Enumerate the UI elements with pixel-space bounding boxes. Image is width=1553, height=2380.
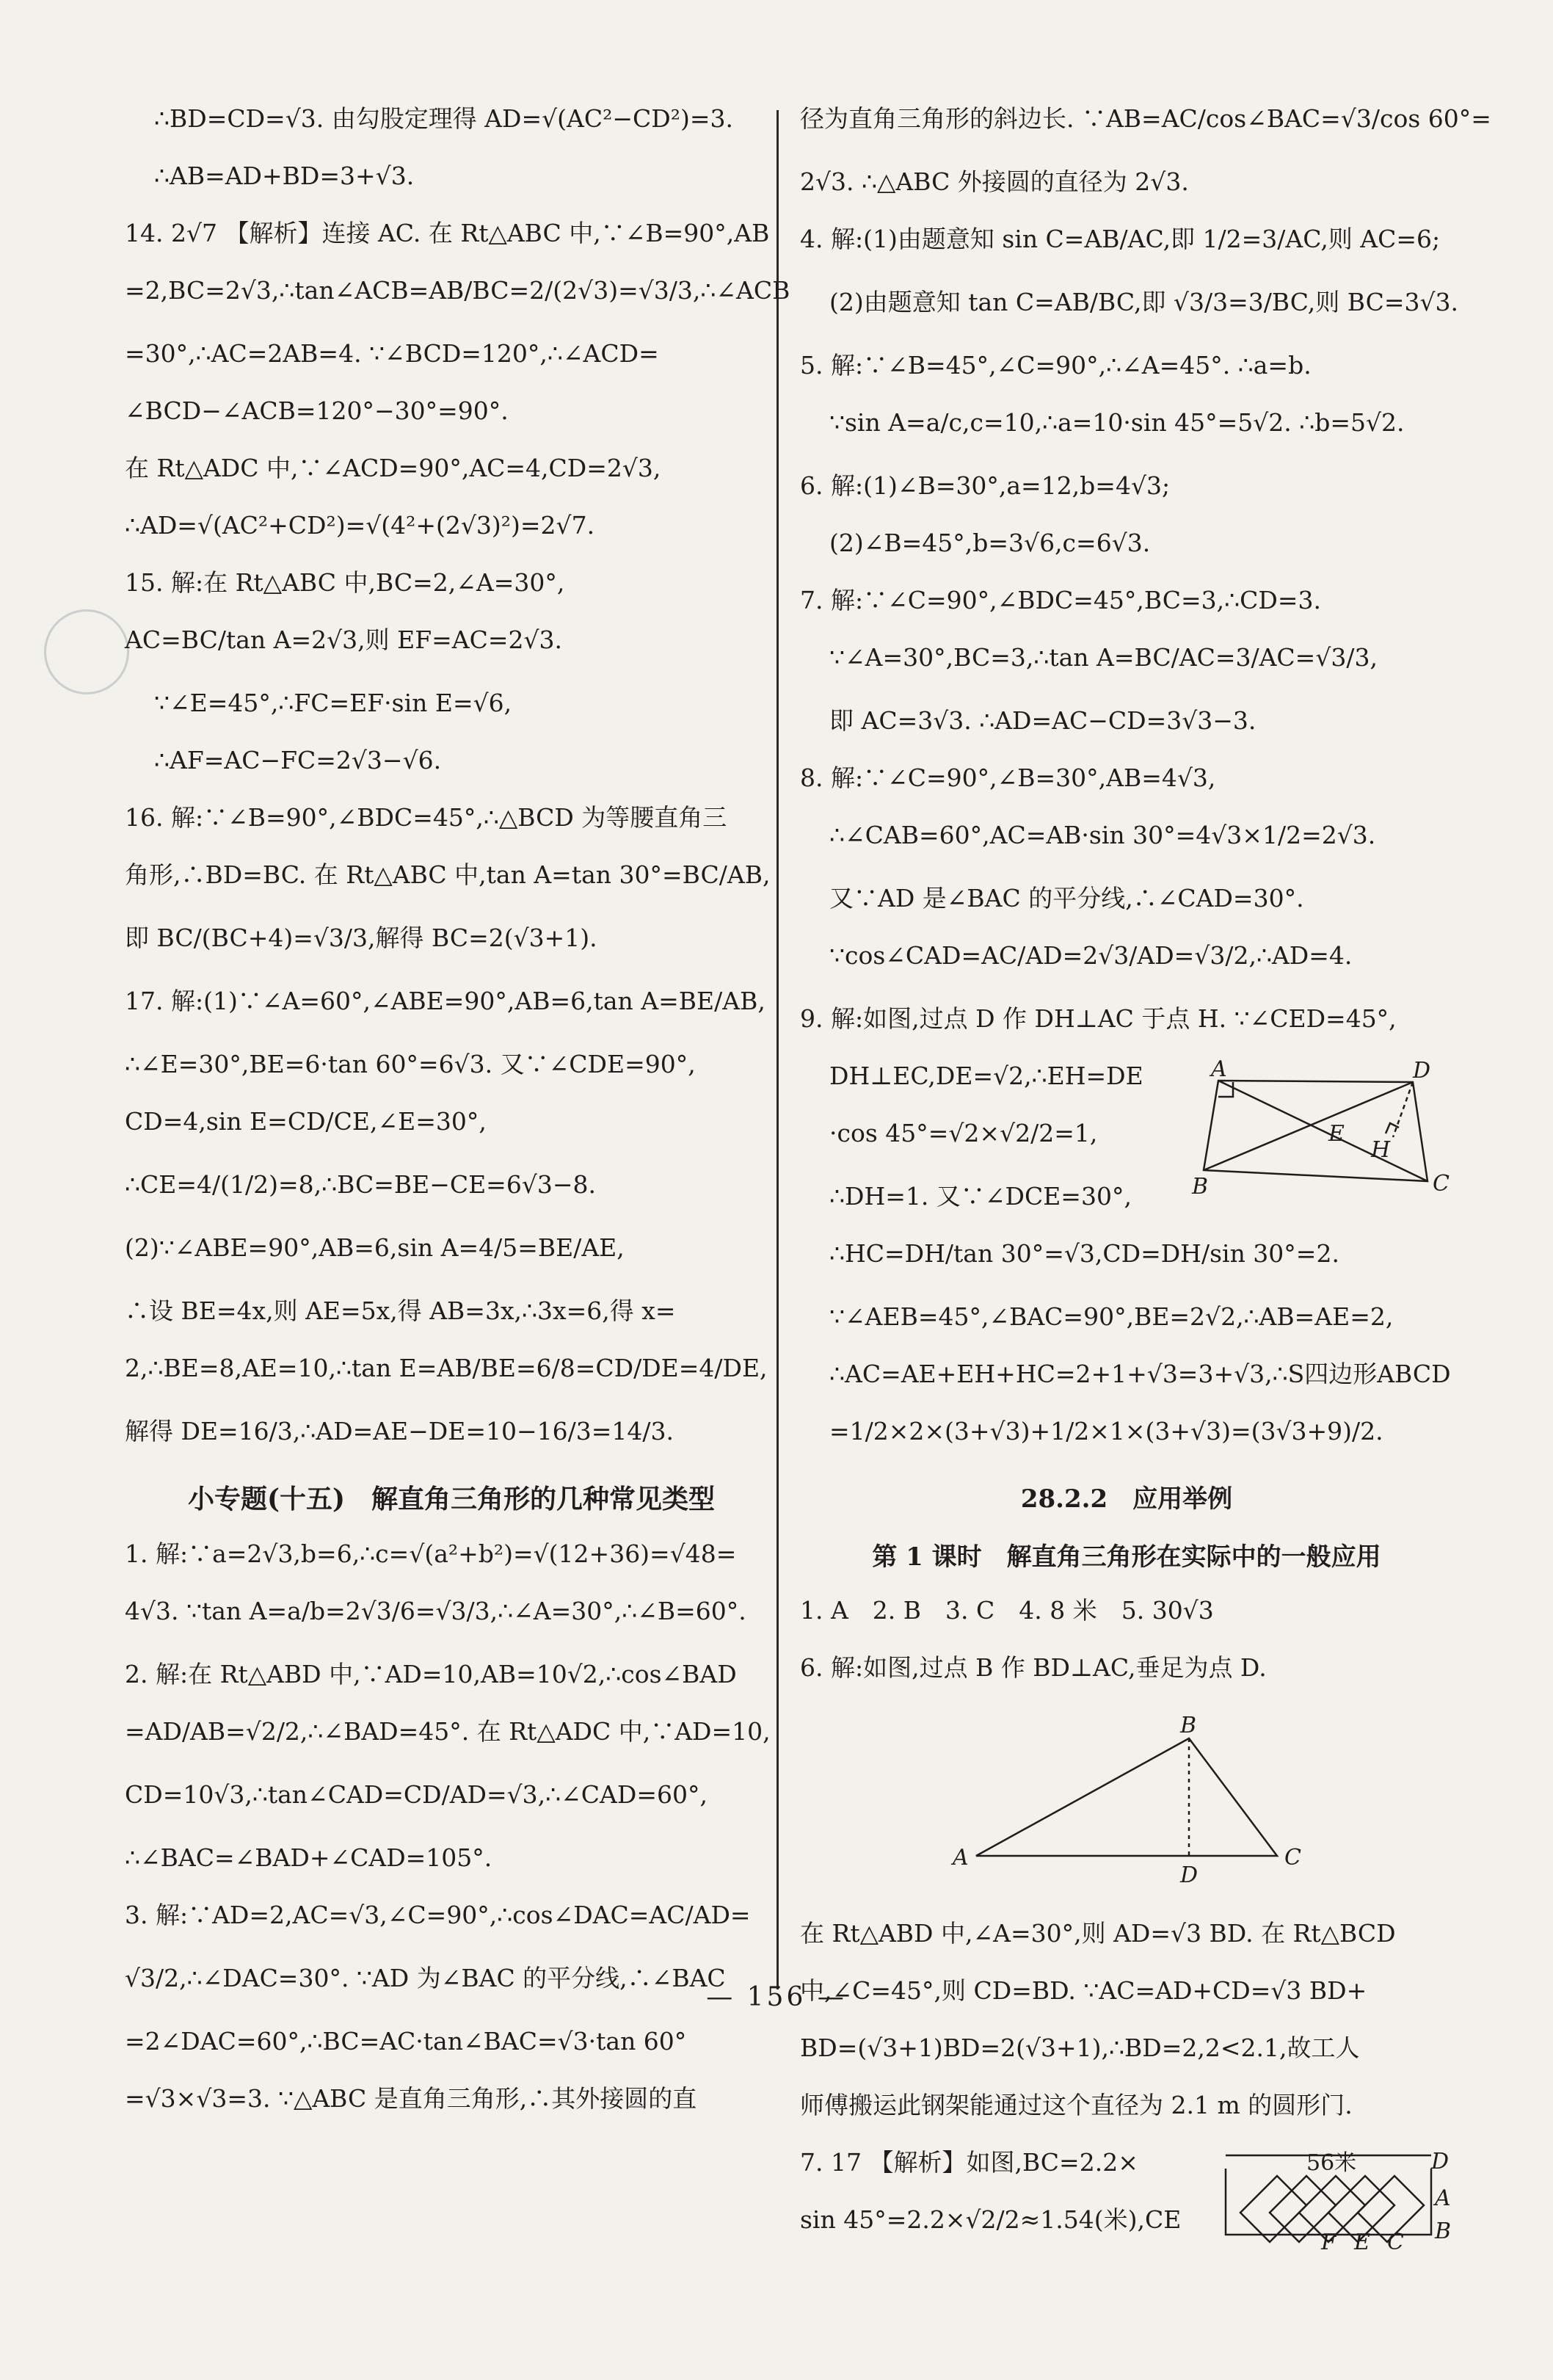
text-line: =2∠DAC=60°,∴BC=AC·tan∠BAC=√3·tan 60° (125, 2027, 687, 2056)
text-line: 5. 解:∵∠B=45°,∠C=90°,∴∠A=45°. ∴a=b. (800, 351, 1312, 380)
fig-label-e: E (1328, 1121, 1345, 1147)
text-line: ∵∠A=30°,BC=3,∴tan A=BC/AC=3/AC=√3/3, (829, 643, 1378, 672)
text-line: ∵cos∠CAD=AC/AD=2√3/AD=√3/2,∴AD=4. (829, 941, 1353, 970)
text-line: ∴AF=AC−FC=2√3−√6. (154, 746, 442, 774)
text-line: sin 45°=2.2×√2/2≈1.54(米),CE (800, 2205, 1182, 2234)
text-line: ∵∠AEB=45°,∠BAC=90°,BE=2√2,∴AB=AE=2, (829, 1302, 1394, 1331)
text-line: 角形,∴BD=BC. 在 Rt△ABC 中,tan A=tan 30°=BC/AB, (125, 860, 771, 889)
right-column (800, 103, 1491, 2261)
text-line: ∴BD=CD=√3. 由勾股定理得 AD=√(AC²−CD²)=3. (154, 104, 733, 133)
text-line: CD=10√3,∴tan∠CAD=CD/AD=√3,∴∠CAD=60°, (125, 1780, 708, 1809)
text-line: ∴∠BAC=∠BAD+∠CAD=105°. (125, 1843, 492, 1872)
text-line: ∴设 BE=4x,则 AE=5x,得 AB=3x,∴3x=6,得 x= (125, 1296, 676, 1325)
triangle-outline (976, 1738, 1277, 1856)
text-line: 3. 解:∵AD=2,AC=√3,∠C=90°,∴cos∠DAC=AC/AD= (125, 1901, 751, 1929)
text-line: ∴CE=4/(1/2)=8,∴BC=BE−CE=6√3−8. (125, 1170, 596, 1199)
text-line: AC=BC/tan A=2√3,则 EF=AC=2√3. (125, 625, 562, 654)
text-line: DH⊥EC,DE=√2,∴EH=DE (829, 1062, 1143, 1090)
section-title: 小专题(十五) 解直角三角形的几种常见类型 (187, 1484, 716, 1514)
text-line: ·cos 45°=√2×√2/2=1, (829, 1119, 1098, 1147)
text-line: 1. 解:∵a=2√3,b=6,∴c=√(a²+b²)=√(12+36)=√48= (125, 1539, 737, 1568)
fig-label-b: B (1192, 1174, 1209, 1200)
text-line: ∴AB=AD+BD=3+√3. (154, 162, 415, 190)
perpendicular-dh (1393, 1082, 1413, 1137)
text-line: 2√3. ∴△ABC 外接圆的直径为 2√3. (800, 167, 1189, 196)
text-line: (2)由题意知 tan C=AB/BC,即 √3/3=3/BC,则 BC=3√3. (829, 288, 1459, 316)
watermark-stamp (44, 609, 129, 694)
fig-label-56m: 56米 (1306, 2150, 1357, 2176)
text-line: 9. 解:如图,过点 D 作 DH⊥AC 于点 H. ∵∠CED=45°, (800, 1004, 1397, 1033)
text-line: 8. 解:∵∠C=90°,∠B=30°,AB=4√3, (800, 763, 1216, 792)
text-line: 2,∴BE=8,AE=10,∴tan E=AB/BE=6/8=CD/DE=4/DE, (125, 1354, 768, 1382)
text-line: 在 Rt△ADC 中,∵∠ACD=90°,AC=4,CD=2√3, (125, 454, 661, 482)
fig-label-d: D (1431, 2149, 1450, 2174)
fig-label-c: C (1433, 1171, 1450, 1197)
fig-label-a: A (1435, 2185, 1451, 2211)
text-line: ∵sin A=a/c,c=10,∴a=10·sin 45°=5√2. ∴b=5√2. (829, 408, 1405, 437)
text-line: =30°,∴AC=2AB=4. ∵∠BCD=120°,∴∠ACD= (125, 339, 659, 368)
fig-label-c: C (1387, 2230, 1404, 2249)
text-line: 4√3. ∵tan A=a/b=2√3/6=√3/3,∴∠A=30°,∴∠B=60°. (125, 1597, 746, 1625)
text-line: 即 AC=3√3. ∴AD=AC−CD=3√3−3. (829, 706, 1256, 735)
fig-label-f: F (1321, 2230, 1336, 2249)
answers-line: 1. A 2. B 3. C 4. 8 米 5. 30√3 (800, 1596, 1214, 1625)
left-column (125, 103, 790, 2140)
q7-text (800, 2147, 1196, 2261)
triangle-figure (800, 1709, 1453, 1900)
lot-outline (1226, 2169, 1431, 2235)
lesson-title: 第 1 课时 解直角三角形在实际中的一般应用 (872, 1542, 1381, 1572)
fig-label-b: B (1180, 1713, 1197, 1738)
text-line: =2,BC=2√3,∴tan∠ACB=AB/BC=2/(2√3)=√3/3,∴∠ACB (125, 276, 790, 305)
fig-label-e: E (1354, 2230, 1370, 2249)
text-line: ∴DH=1. 又∵∠DCE=30°, (829, 1182, 1132, 1211)
text-line: ∴∠CAB=60°,AC=AB·sin 30°=4√3×1/2=2√3. (829, 821, 1376, 849)
text-line: 7. 解:∵∠C=90°,∠BDC=45°,BC=3,∴CD=3. (800, 586, 1321, 614)
text-line: 师傅搬运此钢架能通过这个直径为 2.1 m 的圆形门. (800, 2091, 1353, 2119)
text-line: 4. 解:(1)由题意知 sin C=AB/AC,即 1/2=3/AC,则 AC=6; (800, 225, 1441, 253)
text-line: ∠BCD−∠ACB=120°−30°=90°. (125, 396, 509, 425)
fig-label-a: A (1211, 1060, 1227, 1082)
text-line: ∴∠E=30°,BE=6·tan 60°=6√3. 又∵∠CDE=90°, (125, 1050, 696, 1078)
text-line: ∴HC=DH/tan 30°=√3,CD=DH/sin 30°=2. (829, 1239, 1339, 1268)
quadrilateral-figure (1174, 1060, 1453, 1207)
fig-label-h: H (1371, 1137, 1391, 1163)
text-line: ∴AC=AE+EH+HC=2+1+√3=3+√3,∴S四边形ABCD (829, 1360, 1451, 1388)
text-line: (2)∵∠ABE=90°,AB=6,sin A=4/5=BE/AE, (125, 1233, 625, 1262)
text-line: 2. 解:在 Rt△ABD 中,∵AD=10,AB=10√2,∴cos∠BAD (125, 1660, 737, 1688)
text-line: 解得 DE=16/3,∴AD=AE−DE=10−16/3=14/3. (125, 1417, 674, 1445)
text-line: ∵∠E=45°,∴FC=EF·sin E=√6, (154, 689, 512, 717)
text-line: (2)∠B=45°,b=3√6,c=6√3. (829, 529, 1151, 557)
text-line: 6. 解:(1)∠B=30°,a=12,b=4√3; (800, 471, 1171, 500)
fig-label-b: B (1435, 2218, 1452, 2244)
text-line: =√3×√3=3. ∵△ABC 是直角三角形,∴其外接圆的直 (125, 2084, 697, 2113)
text-line: √3/2,∴∠DAC=30°. ∵AD 为∠BAC 的平分线,∴∠BAC (125, 1964, 726, 1992)
text-line: 径为直角三角形的斜边长. ∵AB=AC/cos∠BAC=√3/cos 60°= (800, 104, 1491, 133)
text-line: 6. 解:如图,过点 B 作 BD⊥AC,垂足为点 D. (800, 1653, 1267, 1682)
text-line: ∴AD=√(AC²+CD²)=√(4²+(2√3)²)=2√7. (125, 511, 595, 540)
q9-block (800, 1060, 1453, 1238)
text-line: 15. 解:在 Rt△ABC 中,BC=2,∠A=30°, (125, 568, 565, 597)
parking-figure (1211, 2147, 1453, 2249)
text-line: CD=4,sin E=CD/CE,∠E=30°, (125, 1107, 487, 1136)
text-line: 即 BC/(BC+4)=√3/3,解得 BC=2(√3+1). (125, 924, 597, 952)
text-line: 17. 解:(1)∵∠A=60°,∠ABE=90°,AB=6,tan A=BE/AB, (125, 987, 765, 1015)
fig-label-d: D (1413, 1060, 1431, 1084)
text-line: =AD/AB=√2/2,∴∠BAD=45°. 在 Rt△ADC 中,∵AD=10, (125, 1717, 771, 1746)
page-number: — 156 — (706, 1982, 847, 2012)
text-line: 在 Rt△ABD 中,∠A=30°,则 AD=√3 BD. 在 Rt△BCD (800, 1919, 1396, 1948)
text-line: 又∵AD 是∠BAC 的平分线,∴∠CAD=30°. (829, 884, 1304, 913)
fig-label-d: D (1180, 1862, 1199, 1888)
text-line: 中,∠C=45°,则 CD=BD. ∵AC=AD+CD=√3 BD+ (800, 1976, 1367, 2005)
quadrilateral-outline (1204, 1081, 1427, 1181)
fig-label-c: C (1284, 1845, 1301, 1871)
text-line: BD=(√3+1)BD=2(√3+1),∴BD=2,2<2.1,故工人 (800, 2033, 1360, 2062)
q7-block (800, 2147, 1453, 2261)
fig-label-a: A (953, 1845, 969, 1871)
text-line: 16. 解:∵∠B=90°,∠BDC=45°,∴△BCD 为等腰直角三 (125, 803, 727, 832)
q9-text (800, 1060, 1160, 1238)
text-line: 14. 2√7 【解析】连接 AC. 在 Rt△ABC 中,∵∠B=90°,AB (125, 219, 770, 247)
section-heading: 28.2.2 应用举例 (1020, 1484, 1233, 1514)
text-line: =1/2×2×(3+√3)+1/2×1×(3+√3)=(3√3+9)/2. (829, 1417, 1383, 1445)
text-line: 7. 17 【解析】如图,BC=2.2× (800, 2148, 1138, 2177)
